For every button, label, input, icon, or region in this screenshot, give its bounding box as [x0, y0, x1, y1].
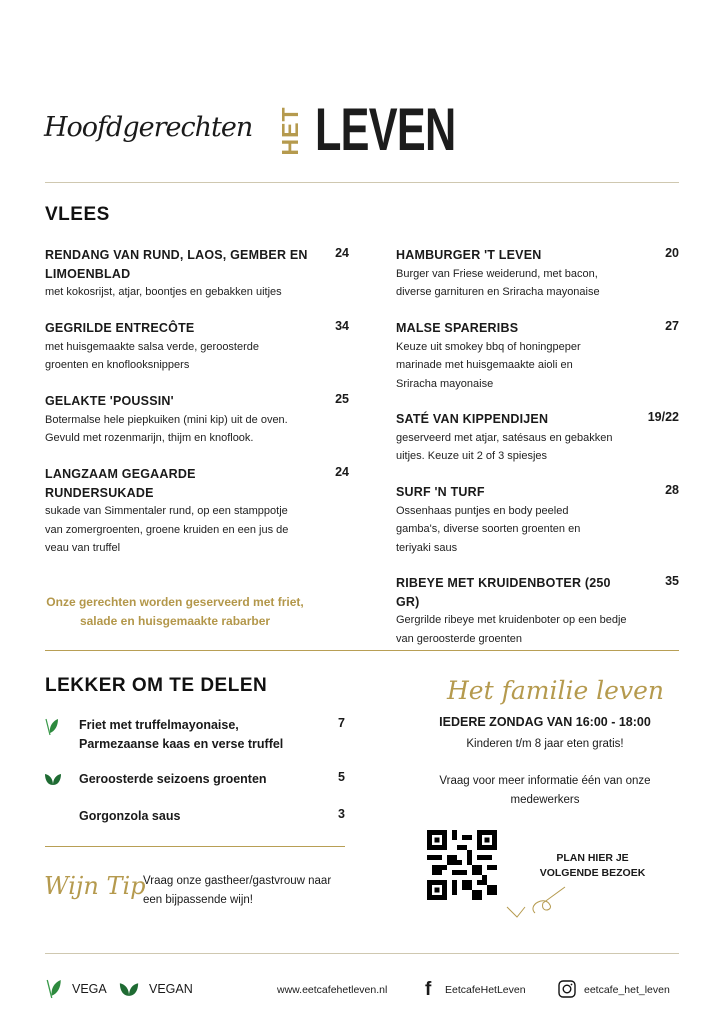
section-title-delen: LEKKER OM TE DELEN [45, 675, 268, 696]
logo-het: HET [277, 106, 303, 156]
item-desc: met huisgemaakte salsa verde, geroosterde groenten en knoflooksnippers [45, 340, 260, 371]
share-item-price: 7 [338, 716, 345, 730]
wijn-tip-text: Vraag onze gastheer/gastvrouw naar een bijpassende wijn! [143, 875, 332, 906]
item-name: LANGZAAM GEGAARDE RUNDERSUKADE [45, 467, 196, 500]
item-name: SATÉ VAN KIPPENDIJEN [396, 412, 549, 426]
divider [45, 182, 679, 183]
item-price: 25 [335, 392, 349, 406]
qr-code[interactable] [427, 830, 497, 900]
website-link[interactable]: www.eetcafehetleven.nl [277, 984, 388, 996]
legend-vega: VEGA [72, 982, 107, 996]
vega-icon [44, 717, 60, 737]
item-desc: sukade van Simmentaler rund, op een stamppotje van zomergroenten, groene kruiden en een jus de veau van truffel [45, 505, 289, 554]
share-item-name: Gorgonzola saus [79, 809, 181, 823]
menu-item [45, 319, 295, 375]
item-price: 28 [665, 483, 679, 497]
wijn-tip-script: Wijn Tip [44, 872, 146, 900]
qr-label: PLAN HIER JE VOLGENDE BEZOEK [539, 852, 646, 879]
side-note: Onze gerechten worden geserveerd met friet, salade en huisgemaakte rabarber [46, 595, 304, 628]
familie-script: Het familie leven [447, 676, 664, 705]
menu-item [45, 392, 315, 448]
legend-vegan: VEGAN [149, 982, 193, 996]
item-desc: Keuze uit smokey bbq of honingpeper marinade met huisgemaakte aioli en Sriracha mayonaise [396, 340, 581, 390]
item-price: 34 [335, 319, 349, 333]
familie-title: IEDERE ZONDAG VAN 16:00 - 18:00 [439, 715, 651, 729]
item-name: GELAKTE 'POUSSIN' [45, 394, 174, 408]
item-desc: geserveerd met atjar, satésaus en gebakken uitjes. Keuze uit 2 of 3 spiesjes [396, 431, 613, 462]
item-price: 24 [335, 465, 349, 479]
divider [45, 953, 679, 954]
share-item-price: 5 [338, 770, 345, 784]
divider [45, 650, 679, 651]
menu-item [396, 246, 636, 302]
logo-leven: LEVEN [315, 96, 456, 163]
scribble-decoration [505, 885, 575, 920]
item-price: 27 [665, 319, 679, 333]
section-title-vlees: VLEES [45, 204, 110, 225]
item-desc: Ossenhaas puntjes en body peeled gamba's, diverse soorten groenten en teriyaki saus [396, 504, 581, 554]
instagram-icon[interactable] [558, 980, 576, 998]
item-name: SURF 'N TURF [396, 485, 485, 499]
familie-sub: Kinderen t/m 8 jaar eten gratis! [466, 738, 624, 750]
instagram-link[interactable]: eetcafe_het_leven [584, 984, 670, 996]
item-price: 20 [665, 246, 679, 260]
item-desc: met kokosrijst, atjar, boontjes en gebakken uitjes [45, 286, 282, 298]
menu-item [396, 319, 616, 393]
vegan-icon [117, 981, 141, 997]
item-name: HAMBURGER 'T LEVEN [396, 248, 542, 262]
item-price: 19/22 [647, 410, 679, 424]
share-item-price: 3 [338, 807, 345, 821]
script-title: Hoofdgerechten [44, 112, 253, 143]
item-desc: Burger van Friese weiderund, met bacon, diverse garnituren en Sriracha mayonaise [396, 267, 600, 298]
facebook-icon[interactable]: f [425, 979, 432, 1000]
menu-item [396, 574, 636, 648]
familie-info: Vraag voor meer informatie één van onze medewerkers [439, 775, 651, 806]
share-item-name: Geroosterde seizoens groenten [79, 772, 267, 786]
item-name: MALSE SPARERIBS [396, 321, 519, 335]
facebook-link[interactable]: EetcafeHetLeven [445, 984, 526, 996]
item-name: GEGRILDE ENTRECÔTE [45, 321, 195, 335]
menu-item [396, 410, 626, 466]
item-name: RIBEYE MET KRUIDENBOTER (250 GR) [396, 576, 611, 609]
item-name: RENDANG VAN RUND, LAOS, GEMBER EN LIMOENBLAD [45, 248, 308, 281]
item-desc: Gergrilde ribeye met kruidenboter op een bedje van geroosterde groenten [396, 614, 627, 645]
menu-item [396, 483, 606, 557]
vegan-icon [44, 772, 62, 786]
item-price: 35 [665, 574, 679, 588]
menu-item [45, 246, 315, 302]
item-desc: Botermalse hele piepkuiken (mini kip) uit de oven. Gevuld met rozenmarijn, thijm en knoflook. [45, 413, 288, 444]
logo [275, 96, 456, 163]
item-price: 24 [335, 246, 349, 260]
share-item-name: Friet met truffelmayonaise, Parmezaanse kaas en verse truffel [79, 718, 284, 751]
divider [45, 846, 345, 847]
vega-icon [45, 977, 63, 1001]
menu-item [45, 465, 305, 558]
